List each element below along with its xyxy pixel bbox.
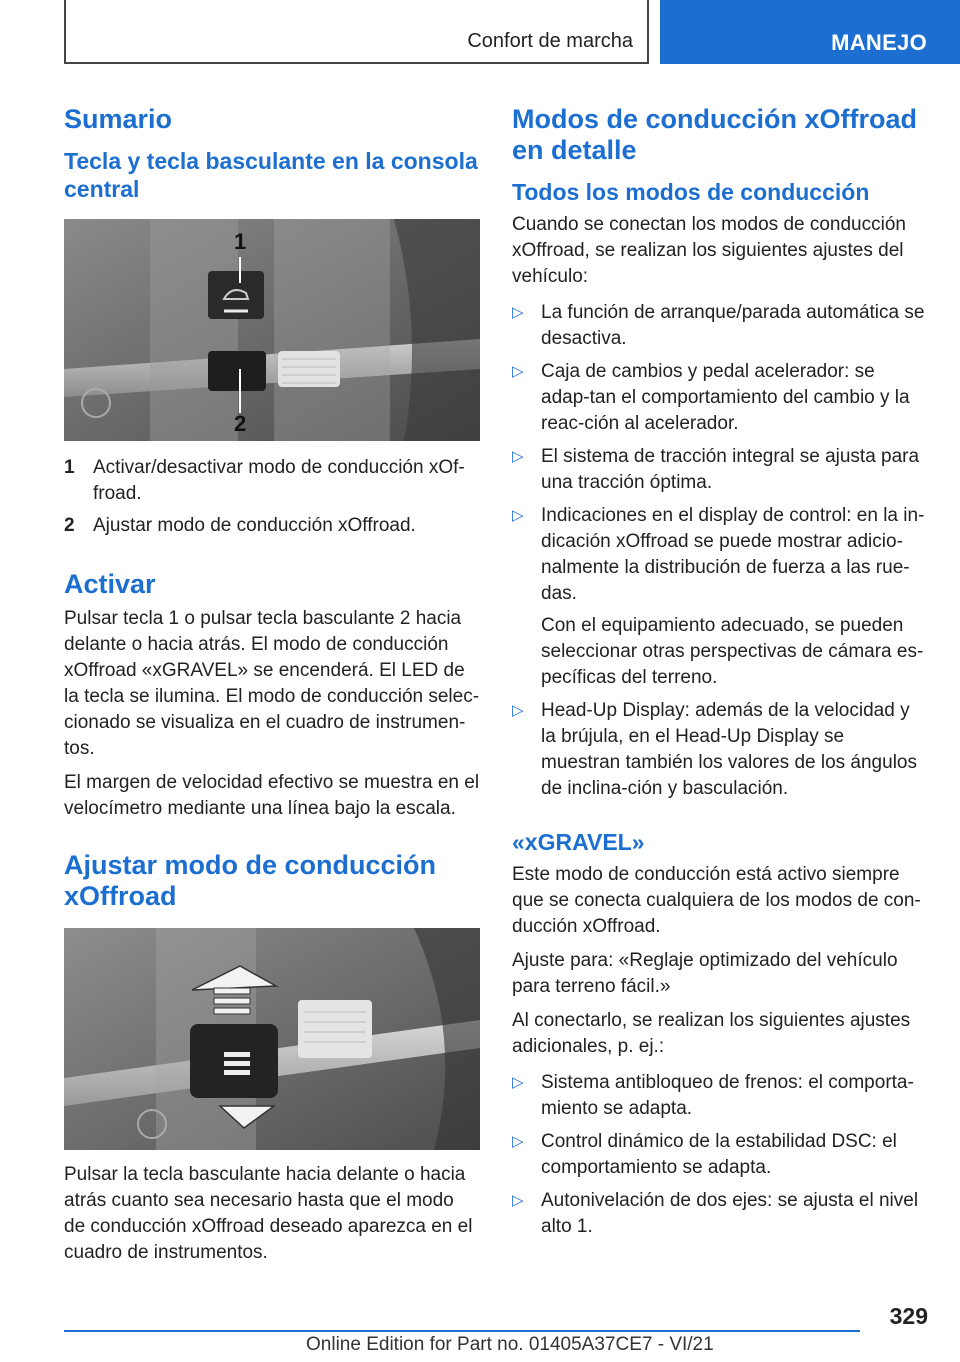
list-item [512, 1188, 928, 1240]
list-item-text: Indicaciones en el display de control: en la in-dicación xOffroad se puede mostrar adicio-nalmente la distribución de fuerza a las rue-das. [541, 505, 925, 604]
right-column [512, 100, 928, 1247]
gravel-bullet-list [512, 1070, 928, 1240]
header-section-tab [64, 0, 649, 64]
legend-text: Activar/desactivar modo de conducción xOf-froad. [93, 457, 465, 504]
gravel-paragraph-2: Ajuste para: «Reglaje optimizado del vehículo para terreno fácil.» [512, 950, 898, 997]
list-item-text: La función de arranque/parada automática se desactiva. [541, 302, 925, 349]
footer-edition: Online Edition for Part no. 01405A37CE7 - VI/21 [306, 1334, 714, 1355]
header-section-label: Confort de marcha [467, 30, 633, 52]
triangle-bullet-icon: ▷ [512, 304, 524, 321]
section-title-activar: Activar [64, 569, 156, 599]
list-item-text: Caja de cambios y pedal acelerador: se adap-tan el comportamiento del cambio y la reac-ción al acelerador. [541, 361, 910, 434]
triangle-bullet-icon: ▷ [512, 507, 524, 524]
list-item [512, 359, 928, 437]
header-chapter-tab [660, 0, 960, 64]
list-item [512, 1070, 928, 1122]
triangle-bullet-icon: ▷ [512, 702, 524, 719]
gravel-paragraph-3: Al conectarlo, se realizan los siguientes ajustes adicionales, p. ej.: [512, 1010, 911, 1057]
footer-divider [64, 1330, 860, 1332]
section-title-ajustar: Ajustar modo de conducción xOffroad [64, 850, 437, 911]
callout-2: 2 [234, 411, 247, 436]
left-column [64, 100, 480, 1266]
legend-number: 1 [64, 457, 75, 478]
figure-rocker-illustration [64, 928, 480, 1150]
header-chapter-label: MANEJO [831, 30, 927, 55]
list-item-subtext: Con el equipamiento adecuado, se pueden seleccionar otras perspectivas de cámara es-pecíficas del terreno. [541, 615, 924, 688]
list-item [512, 300, 928, 352]
triangle-bullet-icon: ▷ [512, 448, 524, 465]
list-item-text: Sistema antibloqueo de frenos: el comporta-miento se adapta. [541, 1072, 914, 1119]
list-item-text: Autonivelación de dos ejes: se ajusta el nivel alto 1. [541, 1190, 919, 1237]
triangle-bullet-icon: ▷ [512, 1074, 524, 1091]
figure-legend [64, 455, 480, 539]
activar-paragraph-1: Pulsar tecla 1 o pulsar tecla basculante 2 hacia delante o hacia atrás. El modo de conducción xOffroad «xGRAVEL» se encenderá. El LED de la tecla se ilumina. El modo de conducción selec-cionado se visualiza en el cuadro de instrumen-tos. [64, 608, 480, 759]
figure-console-illustration [64, 219, 480, 441]
ajustar-paragraph: Pulsar la tecla basculante hacia delante o hacia atrás cuanto sea necesario hasta que el modo de conducción xOffroad deseado aparezca en el cuadro de instrumentos. [64, 1164, 473, 1263]
legend-number: 2 [64, 515, 75, 536]
list-item [512, 444, 928, 496]
list-item [512, 503, 928, 691]
list-item-text: Head-Up Display: además de la velocidad y la brújula, en el Head-Up Display se muestran también los valores de los ángulos de inclina-ción y basculación. [541, 700, 917, 799]
figure-center-console-buttons [64, 219, 480, 441]
list-item [512, 698, 928, 802]
triangle-bullet-icon: ▷ [512, 363, 524, 380]
figure-rocker-switch [64, 928, 480, 1150]
intro-paragraph: Cuando se conectan los modos de conducción xOffroad, se realizan los siguientes ajustes del vehículo: [512, 214, 906, 287]
subtitle-xgravel: «xGRAVEL» [512, 829, 645, 855]
settings-bullet-list [512, 300, 928, 802]
triangle-bullet-icon: ▷ [512, 1133, 524, 1150]
subtitle-tecla-consola: Tecla y tecla basculante en la consola central [64, 148, 478, 202]
subtitle-todos-modos: Todos los modos de conducción [512, 179, 870, 205]
gravel-paragraph-1: Este modo de conducción está activo siempre que se conecta cualquiera de los modos de con-ducción xOffroad. [512, 864, 921, 937]
activar-paragraph-2: El margen de velocidad efectivo se muestra en el velocímetro mediante una línea bajo la escala. [64, 772, 480, 819]
list-item [512, 1129, 928, 1181]
section-title-sumario: Sumario [64, 104, 173, 134]
callout-1: 1 [234, 229, 247, 254]
triangle-bullet-icon: ▷ [512, 1192, 524, 1209]
legend-item [64, 455, 480, 507]
legend-text: Ajustar modo de conducción xOffroad. [93, 515, 416, 536]
page-number: 329 [889, 1303, 928, 1329]
legend-item [64, 513, 480, 539]
section-title-modos: Modos de conducción xOffroad en detalle [512, 104, 918, 165]
list-item-text: El sistema de tracción integral se ajusta para una tracción óptima. [541, 446, 920, 493]
list-item-text: Control dinámico de la estabilidad DSC: el comportamiento se adapta. [541, 1131, 897, 1178]
